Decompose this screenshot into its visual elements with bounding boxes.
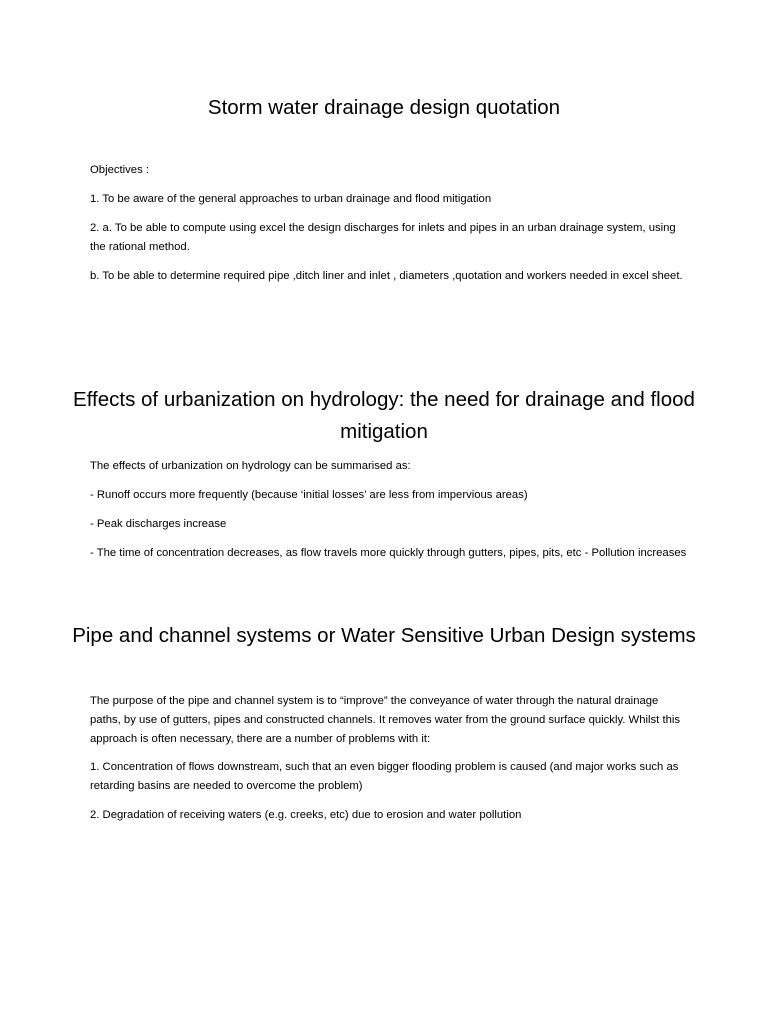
objective-item: 1. To be aware of the general approaches to urban drainage and flood mitigation [90,193,492,205]
bullet-point: - Peak discharges increase [90,518,227,530]
numbered-point: 2. Degradation of receiving waters (e.g. creeks, etc) due to erosion and water pollution [90,809,522,821]
section-intro: The effects of urbanization on hydrology can be summarised as: [90,460,411,472]
section-heading: Pipe and channel systems or Water Sensitive Urban Design systems [72,624,696,647]
document-title: Storm water drainage design quotation [207,96,561,119]
objectives-label: Objectives : [90,164,150,176]
numbered-point: 1. Concentration of flows downstream, such that an even bigger flooding problem is caused (and major works such as retarding basins are needed to overcome the problem) [90,761,679,792]
bullet-point: - Runoff occurs more frequently (because ‘initial losses’ are less from impervious areas) [90,489,528,501]
section-intro: The purpose of the pipe and channel system is to “improve” the conveyance of water through the natural drainage paths, by use of gutters, pipes and constructed channels. It removes water from the ground surface quickly. Whilst this approach is often necessary, there are a number of problems with it: [90,695,681,745]
bullet-point: - The time of concentration decreases, as flow travels more quickly through gutters, pipes, pits, etc - Pollution increases [90,547,687,559]
section-heading: Effects of urbanization on hydrology: the need for drainage and flood mitigation [73,388,695,443]
objective-item: 2. a. To be able to compute using excel the design discharges for inlets and pipes in an urban drainage system, using the rational method. [90,222,676,253]
objective-item: b. To be able to determine required pipe ,ditch liner and inlet , diameters ,quotation and workers needed in excel sheet. [90,270,683,282]
